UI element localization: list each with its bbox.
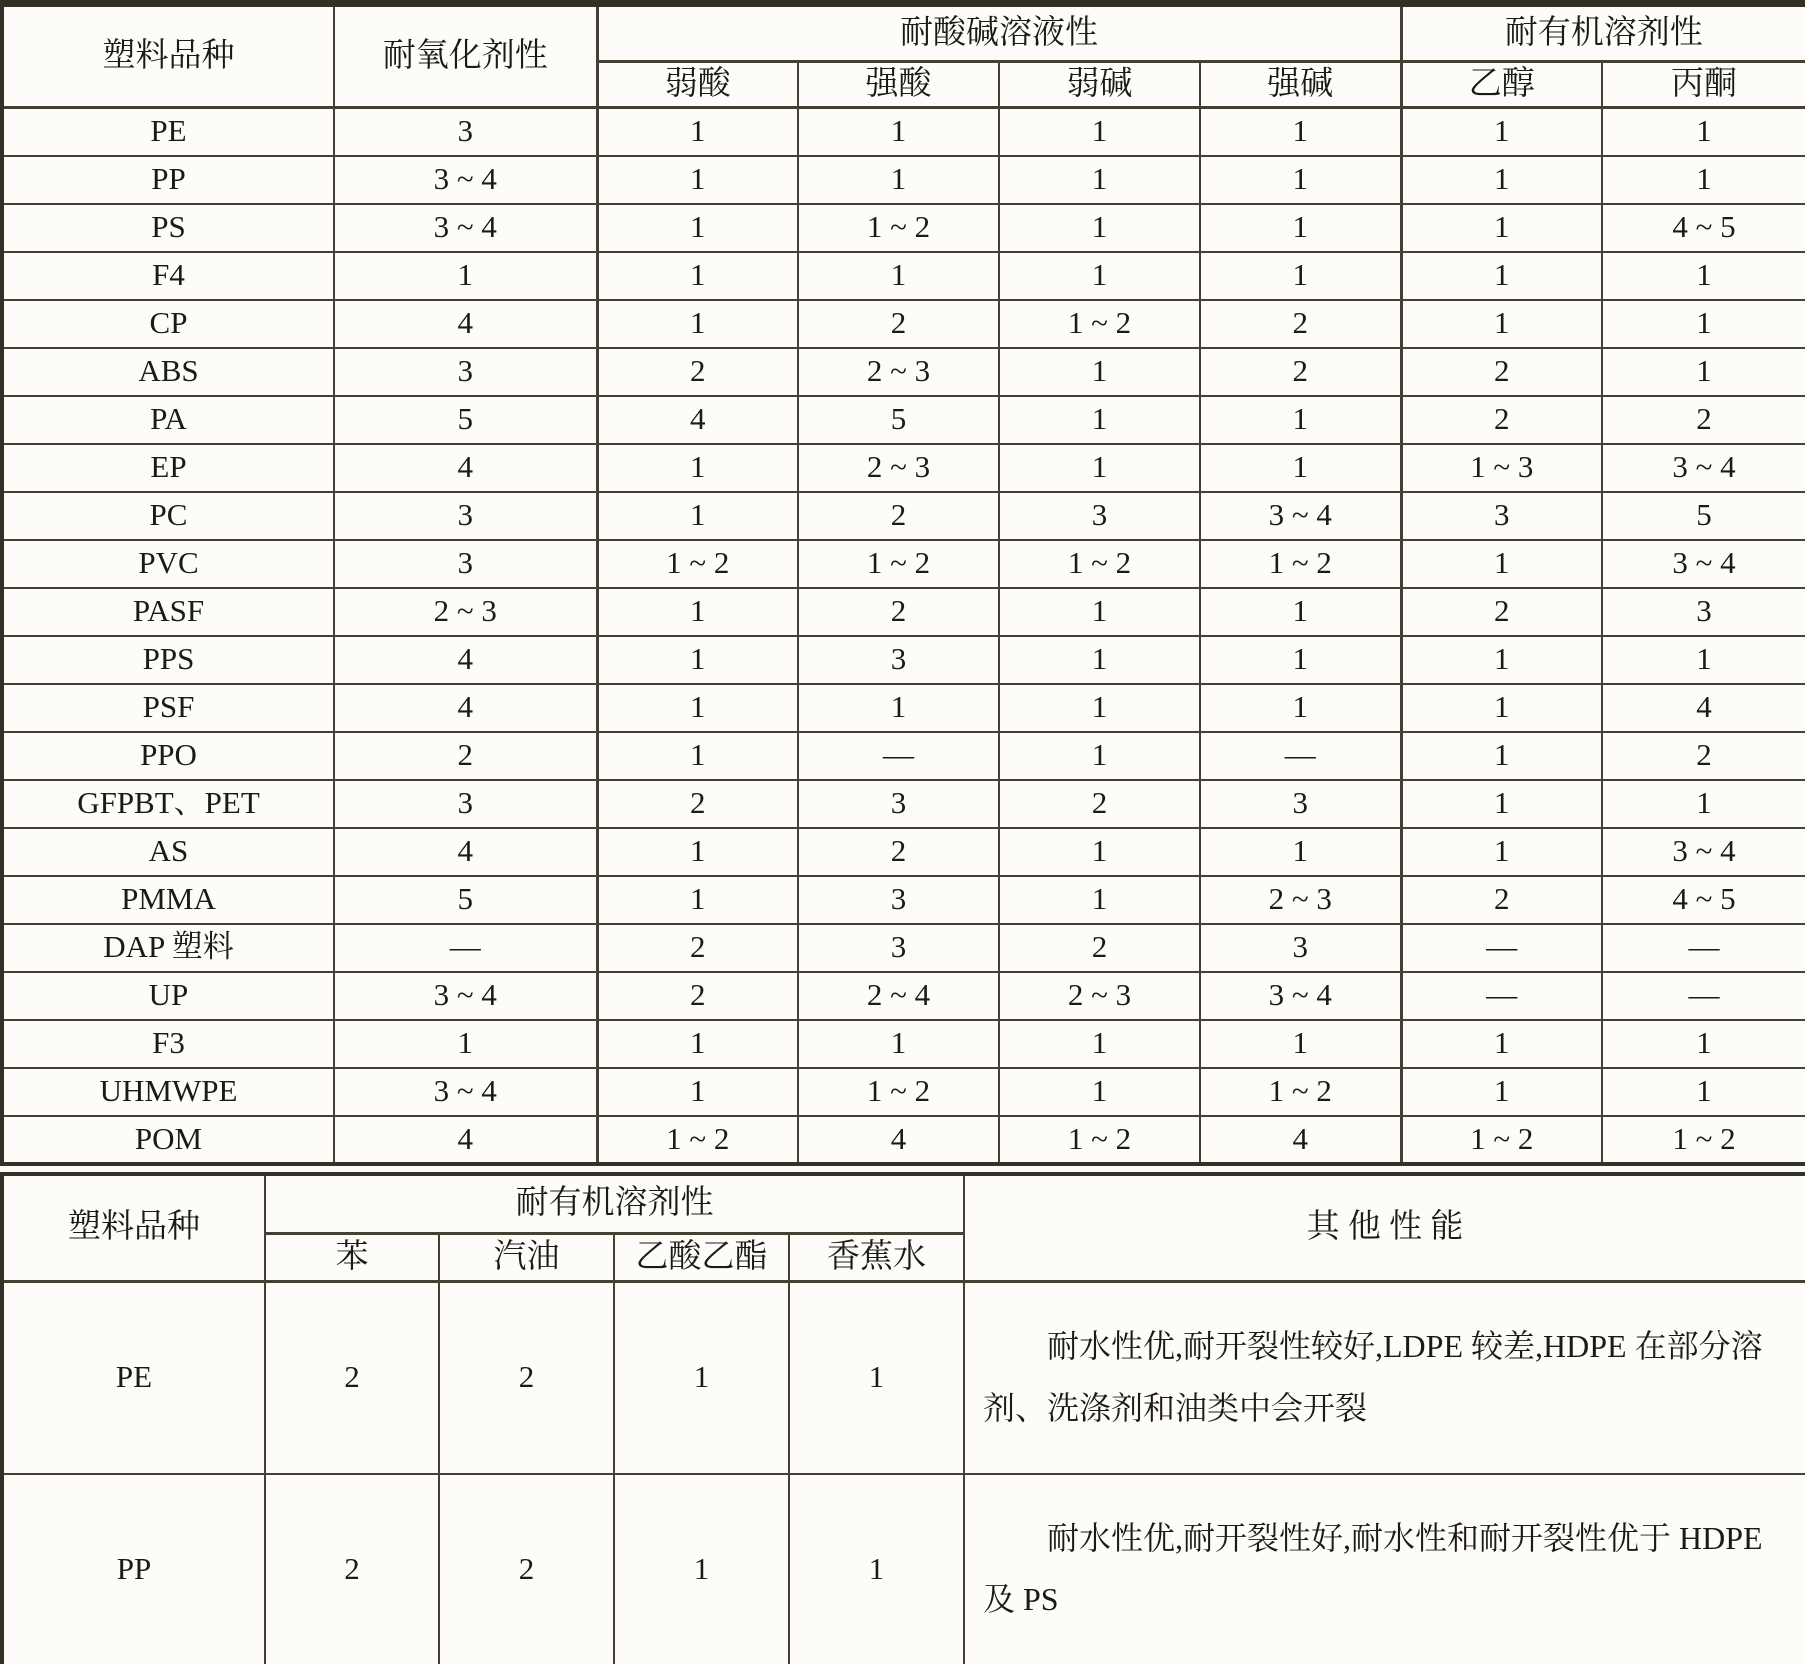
value-cell: 2 [1401,588,1602,636]
table1-row [2,972,1805,1020]
value-cell: 2 [265,1474,439,1664]
value-cell: 3 [334,492,597,540]
value-cell: 1 [1401,252,1602,300]
value-cell: 2 ~ 3 [798,348,999,396]
value-cell: 3 [798,636,999,684]
value-cell: 1 [789,1282,964,1474]
plastic-name-cell: PS [2,204,334,252]
value-cell: 2 [334,732,597,780]
value-cell: 1 [999,1068,1200,1116]
value-cell: 4 [334,684,597,732]
value-cell: 4 [1602,684,1805,732]
table1-row [2,1020,1805,1068]
table1-row [2,492,1805,540]
value-cell: 1 [1200,636,1401,684]
value-cell: 1 [1602,252,1805,300]
value-cell: 2 [1200,348,1401,396]
col-group-organic-solvent-resistance: 耐有机溶剂性 [1401,4,1805,62]
value-cell: 1 ~ 2 [798,1068,999,1116]
table2-body [2,1282,1805,1664]
value-cell: 3 [334,540,597,588]
table2-row [2,1282,1805,1474]
table1-row [2,540,1805,588]
value-cell: 1 [999,204,1200,252]
value-cell: 1 [999,876,1200,924]
value-cell: 1 [597,1020,798,1068]
value-cell: 1 ~ 2 [798,204,999,252]
value-cell: 1 [597,204,798,252]
value-cell: 1 [999,252,1200,300]
value-cell: 4 [597,396,798,444]
value-cell: 3 ~ 4 [334,972,597,1020]
value-cell: 2 ~ 3 [999,972,1200,1020]
col-header-weak-alkali: 弱碱 [999,62,1200,108]
plastic-name-cell: F4 [2,252,334,300]
value-cell: 3 ~ 4 [1602,540,1805,588]
table1-row [2,156,1805,204]
other-performance-text: 耐水性优,耐开裂性较好,LDPE 较差,HDPE 在部分溶剂、洗涤剂和油类中会开裂 [983,1328,1763,1426]
col-header-other-properties: 其 他 性 能 [964,1174,1805,1282]
value-cell: 1 [1200,588,1401,636]
table1-row [2,588,1805,636]
value-cell: 1 [1401,156,1602,204]
value-cell: 3 ~ 4 [334,156,597,204]
value-cell: 3 [334,348,597,396]
table1-body [2,108,1805,1164]
col-header-gasoline: 汽油 [439,1234,614,1282]
value-cell: 5 [334,876,597,924]
value-cell: 1 [999,828,1200,876]
plastic-name-cell: PPO [2,732,334,780]
value-cell: 1 [1401,300,1602,348]
plastic-name-cell: PE [2,108,334,156]
organic-solvent-other-properties-table [0,1172,1805,1664]
value-cell: 2 ~ 3 [334,588,597,636]
value-cell: — [1602,972,1805,1020]
value-cell: 1 [999,636,1200,684]
value-cell: 3 ~ 4 [1200,972,1401,1020]
value-cell: 5 [1602,492,1805,540]
plastic-name-cell: POM [2,1116,334,1164]
value-cell: 1 [597,300,798,348]
table1-row [2,108,1805,156]
value-cell: 1 [597,636,798,684]
table1-row [2,252,1805,300]
value-cell: 2 [798,492,999,540]
plastic-name-cell: ABS [2,348,334,396]
plastic-name-cell: PA [2,396,334,444]
plastic-name-cell: UHMWPE [2,1068,334,1116]
value-cell: 4 [334,636,597,684]
value-cell: 1 ~ 2 [999,540,1200,588]
value-cell: 3 [999,492,1200,540]
plastic-name-cell: PE [2,1282,265,1474]
value-cell: — [1401,972,1602,1020]
value-cell: 1 [614,1282,789,1474]
value-cell: 1 [1200,252,1401,300]
value-cell: 1 [1401,540,1602,588]
col-header-strong-acid: 强酸 [798,62,999,108]
value-cell: 1 [334,1020,597,1068]
value-cell: 1 [789,1474,964,1664]
value-cell: 1 [1602,156,1805,204]
table1-row [2,876,1805,924]
value-cell: 1 [1602,300,1805,348]
table1-row [2,348,1805,396]
col-header-plastic-type: 塑料品种 [2,1174,265,1282]
col-header-benzene: 苯 [265,1234,439,1282]
value-cell: 1 [1602,780,1805,828]
value-cell: 2 [1401,396,1602,444]
value-cell: 1 [597,492,798,540]
value-cell: 1 [334,252,597,300]
col-header-banana-oil: 香蕉水 [789,1234,964,1282]
plastic-name-cell: PSF [2,684,334,732]
value-cell: 3 [798,780,999,828]
value-cell: 1 [1401,204,1602,252]
value-cell: 3 ~ 4 [334,204,597,252]
table1-row [2,396,1805,444]
value-cell: 1 [597,828,798,876]
value-cell: 5 [798,396,999,444]
value-cell: 2 [798,300,999,348]
value-cell: 1 [1200,828,1401,876]
value-cell: 3 [1401,492,1602,540]
value-cell: 1 [597,156,798,204]
value-cell: 2 [798,828,999,876]
value-cell: 1 [1200,444,1401,492]
value-cell: 2 [1602,396,1805,444]
value-cell: 4 ~ 5 [1602,876,1805,924]
plastic-name-cell: F3 [2,1020,334,1068]
value-cell: 5 [334,396,597,444]
value-cell: — [1401,924,1602,972]
value-cell: 1 [1602,108,1805,156]
value-cell: 2 [1401,348,1602,396]
table1-row [2,828,1805,876]
value-cell: 4 [334,828,597,876]
value-cell: 1 [1401,1020,1602,1068]
value-cell: 1 [798,252,999,300]
value-cell: 1 [1200,156,1401,204]
table1-header-row-1 [2,4,1805,62]
value-cell: 4 [1200,1116,1401,1164]
plastic-name-cell: AS [2,828,334,876]
table1-row [2,780,1805,828]
value-cell: 1 ~ 2 [999,1116,1200,1164]
plastic-name-cell: PC [2,492,334,540]
value-cell: 2 [597,924,798,972]
col-header-ethanol: 乙醇 [1401,62,1602,108]
other-performance-cell [964,1282,1805,1474]
value-cell: 1 [597,1068,798,1116]
value-cell: 3 [798,876,999,924]
value-cell: 1 [597,108,798,156]
plastic-name-cell: PPS [2,636,334,684]
value-cell: 1 [1401,780,1602,828]
value-cell: 3 [334,108,597,156]
value-cell: 4 ~ 5 [1602,204,1805,252]
col-header-plastic-type: 塑料品种 [2,4,334,108]
col-header-strong-alkali: 强碱 [1200,62,1401,108]
value-cell: 1 [999,444,1200,492]
value-cell: — [334,924,597,972]
table1-row [2,924,1805,972]
value-cell: 1 [999,156,1200,204]
plastic-name-cell: DAP 塑料 [2,924,334,972]
value-cell: 2 [597,780,798,828]
value-cell: 2 [1401,876,1602,924]
table1-row [2,1068,1805,1116]
table1-row [2,732,1805,780]
value-cell: 1 [1200,684,1401,732]
value-cell: 2 [1602,732,1805,780]
value-cell: 1 [1401,1068,1602,1116]
value-cell: 3 [1200,780,1401,828]
value-cell: 1 [1200,396,1401,444]
plastic-name-cell: PP [2,1474,265,1664]
value-cell: 1 [1401,636,1602,684]
plastic-name-cell: EP [2,444,334,492]
value-cell: 1 [1401,732,1602,780]
value-cell: 1 [798,156,999,204]
value-cell: 2 [798,588,999,636]
value-cell: 4 [334,444,597,492]
value-cell: 1 [999,588,1200,636]
value-cell: 1 [999,684,1200,732]
value-cell: — [1602,924,1805,972]
value-cell: 3 [1602,588,1805,636]
table1-row [2,204,1805,252]
plastic-name-cell: UP [2,972,334,1020]
value-cell: 1 [1602,636,1805,684]
value-cell: 1 [798,108,999,156]
value-cell: 1 ~ 2 [1401,1116,1602,1164]
value-cell: 1 [1401,828,1602,876]
value-cell: 2 [999,924,1200,972]
value-cell: 1 [597,588,798,636]
value-cell: — [1200,732,1401,780]
value-cell: 2 [597,972,798,1020]
value-cell: 1 [1401,684,1602,732]
other-performance-cell [964,1474,1805,1664]
value-cell: 2 [597,348,798,396]
value-cell: 4 [334,300,597,348]
plastic-name-cell: CP [2,300,334,348]
value-cell: 2 [265,1282,439,1474]
value-cell: 1 [1200,1020,1401,1068]
value-cell: 1 [798,684,999,732]
value-cell: 4 [334,1116,597,1164]
value-cell: 1 ~ 2 [1200,1068,1401,1116]
value-cell: 3 ~ 4 [334,1068,597,1116]
plastic-name-cell: PVC [2,540,334,588]
value-cell: 1 [597,444,798,492]
col-group-acid-alkali-resistance: 耐酸碱溶液性 [597,4,1401,62]
value-cell: 1 [999,348,1200,396]
value-cell: 3 [334,780,597,828]
table1-row [2,444,1805,492]
value-cell: 1 [999,732,1200,780]
table2-header-row-1 [2,1174,1805,1234]
other-performance-text: 耐水性优,耐开裂性好,耐水性和耐开裂性优于 HDPE 及 PS [983,1519,1763,1617]
value-cell: 1 ~ 2 [1200,540,1401,588]
value-cell: 4 [798,1116,999,1164]
table1-row [2,1116,1805,1164]
value-cell: 3 [798,924,999,972]
value-cell: 3 [1200,924,1401,972]
value-cell: 2 ~ 3 [798,444,999,492]
value-cell: 1 [1602,1068,1805,1116]
value-cell: 1 [597,876,798,924]
value-cell: 1 [999,108,1200,156]
value-cell: 1 ~ 2 [798,540,999,588]
table1-row [2,300,1805,348]
value-cell: 2 [999,780,1200,828]
plastic-name-cell: GFPBT、PET [2,780,334,828]
value-cell: 2 [439,1282,614,1474]
table1-row [2,684,1805,732]
col-header-oxidizer-resistance: 耐氧化剂性 [334,4,597,108]
table1-row [2,636,1805,684]
value-cell: 3 ~ 4 [1602,828,1805,876]
value-cell: 1 [1401,108,1602,156]
value-cell: 1 [597,252,798,300]
value-cell: 1 [1602,348,1805,396]
value-cell: 1 [614,1474,789,1664]
value-cell: 2 [439,1474,614,1664]
value-cell: 1 [999,1020,1200,1068]
value-cell: 1 ~ 2 [999,300,1200,348]
value-cell: 2 ~ 4 [798,972,999,1020]
value-cell: 1 [597,732,798,780]
value-cell: 1 [798,1020,999,1068]
value-cell: 1 ~ 2 [597,1116,798,1164]
value-cell: 3 ~ 4 [1200,492,1401,540]
value-cell: 3 ~ 4 [1602,444,1805,492]
plastic-name-cell: PMMA [2,876,334,924]
value-cell: 1 ~ 2 [597,540,798,588]
value-cell: — [798,732,999,780]
value-cell: 1 ~ 2 [1602,1116,1805,1164]
value-cell: 2 ~ 3 [1200,876,1401,924]
col-header-ethyl-acetate: 乙酸乙酯 [614,1234,789,1282]
col-header-weak-acid: 弱酸 [597,62,798,108]
col-group-organic-solvent-resistance: 耐有机溶剂性 [265,1174,964,1234]
value-cell: 2 [1200,300,1401,348]
col-header-acetone: 丙酮 [1602,62,1805,108]
plastic-name-cell: PASF [2,588,334,636]
value-cell: 1 [999,396,1200,444]
value-cell: 1 [1200,108,1401,156]
value-cell: 1 [597,684,798,732]
table2-row [2,1474,1805,1664]
value-cell: 1 [1602,1020,1805,1068]
value-cell: 1 ~ 3 [1401,444,1602,492]
value-cell: 1 [1200,204,1401,252]
plastic-name-cell: PP [2,156,334,204]
